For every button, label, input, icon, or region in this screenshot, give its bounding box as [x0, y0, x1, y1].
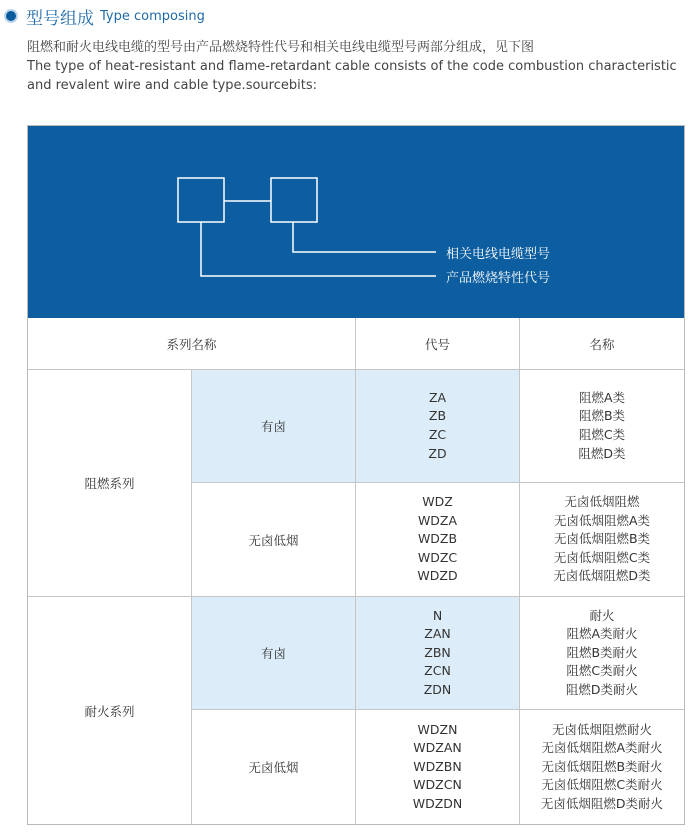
code-item: WDZCN	[413, 777, 462, 793]
name-item: 阻燃A类耐火	[566, 626, 638, 642]
code-item: ZB	[428, 408, 447, 424]
names-cell	[520, 370, 684, 482]
code-item: WDZD	[417, 568, 458, 584]
name-item: 阻燃D类	[578, 445, 626, 461]
header-name: 名称	[589, 336, 615, 352]
code-item: WDZAN	[413, 740, 462, 756]
code-item: ZC	[428, 427, 447, 442]
names-cell	[520, 710, 684, 824]
type-pointer	[293, 222, 436, 252]
section-title-en: Type composing	[100, 8, 205, 24]
header-code: 代号	[424, 336, 450, 352]
section-title-zh: 型号组成	[26, 8, 94, 29]
names-cell	[520, 597, 684, 709]
name-item: 无卤低烟阻燃D类耐火	[540, 795, 664, 811]
code-item: ZA	[428, 389, 447, 405]
label-combustion-code: 产品燃烧特性代号	[446, 271, 551, 286]
diagram-lines	[28, 126, 684, 318]
name-item: 无卤低烟阻燃A类耐火	[541, 740, 663, 756]
type-diagram	[28, 126, 684, 318]
series-fire-resistant: 耐火系列	[84, 703, 135, 719]
name-item: 阻燃B类	[578, 408, 626, 424]
codes-cell	[356, 483, 519, 596]
code-item: ZAN	[424, 626, 451, 642]
name-item: 阻燃C类	[578, 427, 626, 442]
code-item: WDZA	[417, 512, 458, 528]
name-item: 无卤低烟阻燃D类	[553, 568, 651, 584]
name-item: 无卤低烟阻燃	[564, 494, 640, 510]
name-item: 无卤低烟阻燃C类耐火	[541, 777, 663, 793]
codes-cell	[356, 370, 519, 482]
name-item: 无卤低烟阻燃B类耐火	[541, 758, 663, 774]
type-box	[271, 178, 317, 222]
sub-halogen-free: 无卤低烟	[248, 760, 299, 775]
name-item: 阻燃D类耐火	[565, 681, 639, 697]
name-item: 阻燃B类耐火	[566, 644, 638, 660]
series-flame-retardant: 阻燃系列	[84, 476, 135, 491]
name-item: 无卤低烟阻燃耐火	[551, 721, 652, 737]
sub-halogen-free: 无卤低烟	[248, 532, 299, 548]
codes-cell	[356, 597, 519, 709]
names-cell	[520, 483, 684, 596]
code-item: N	[432, 607, 443, 623]
section-header	[4, 4, 205, 28]
name-item: 无卤低烟阻燃A类	[553, 512, 651, 528]
code-item: ZDN	[423, 681, 452, 697]
intro-line-en: The type of heat-resistant and flame-retardant cable consists of the code combustion characteristic and revalent wire and cable type.sourcebits:	[27, 59, 677, 93]
code-box	[178, 178, 224, 222]
label-wire-type: 相关电线电缆型号	[446, 247, 551, 262]
code-item: ZD	[428, 445, 447, 461]
name-item: 阻燃A类	[578, 389, 626, 405]
intro-text	[27, 38, 677, 95]
code-item: WDZDN	[412, 795, 463, 811]
code-item: WDZB	[417, 531, 458, 547]
code-item: ZCN	[424, 663, 451, 679]
code-item: WDZ	[422, 494, 453, 510]
type-table	[27, 125, 685, 825]
code-pointer	[201, 222, 436, 276]
name-item: 耐火	[589, 607, 615, 623]
code-item: ZBN	[424, 644, 451, 660]
intro-line-zh: 阻燃和耐火电线电缆的型号由产品燃烧特性代号和相关电线电缆型号两部分组成，见下图	[27, 40, 535, 55]
name-item: 无卤低烟阻燃B类	[553, 531, 651, 547]
codes-cell	[356, 710, 519, 824]
name-item: 无卤低烟阻燃C类	[553, 549, 651, 565]
code-item: WDZN	[417, 721, 458, 737]
sub-halogen: 有卤	[260, 419, 286, 434]
sub-halogen: 有卤	[260, 646, 286, 661]
header-series-name: 系列名称	[166, 336, 217, 352]
code-item: WDZBN	[413, 758, 462, 774]
bullet-circle-icon	[4, 9, 18, 23]
code-item: WDZC	[417, 549, 458, 565]
name-item: 阻燃C类耐火	[566, 663, 638, 679]
